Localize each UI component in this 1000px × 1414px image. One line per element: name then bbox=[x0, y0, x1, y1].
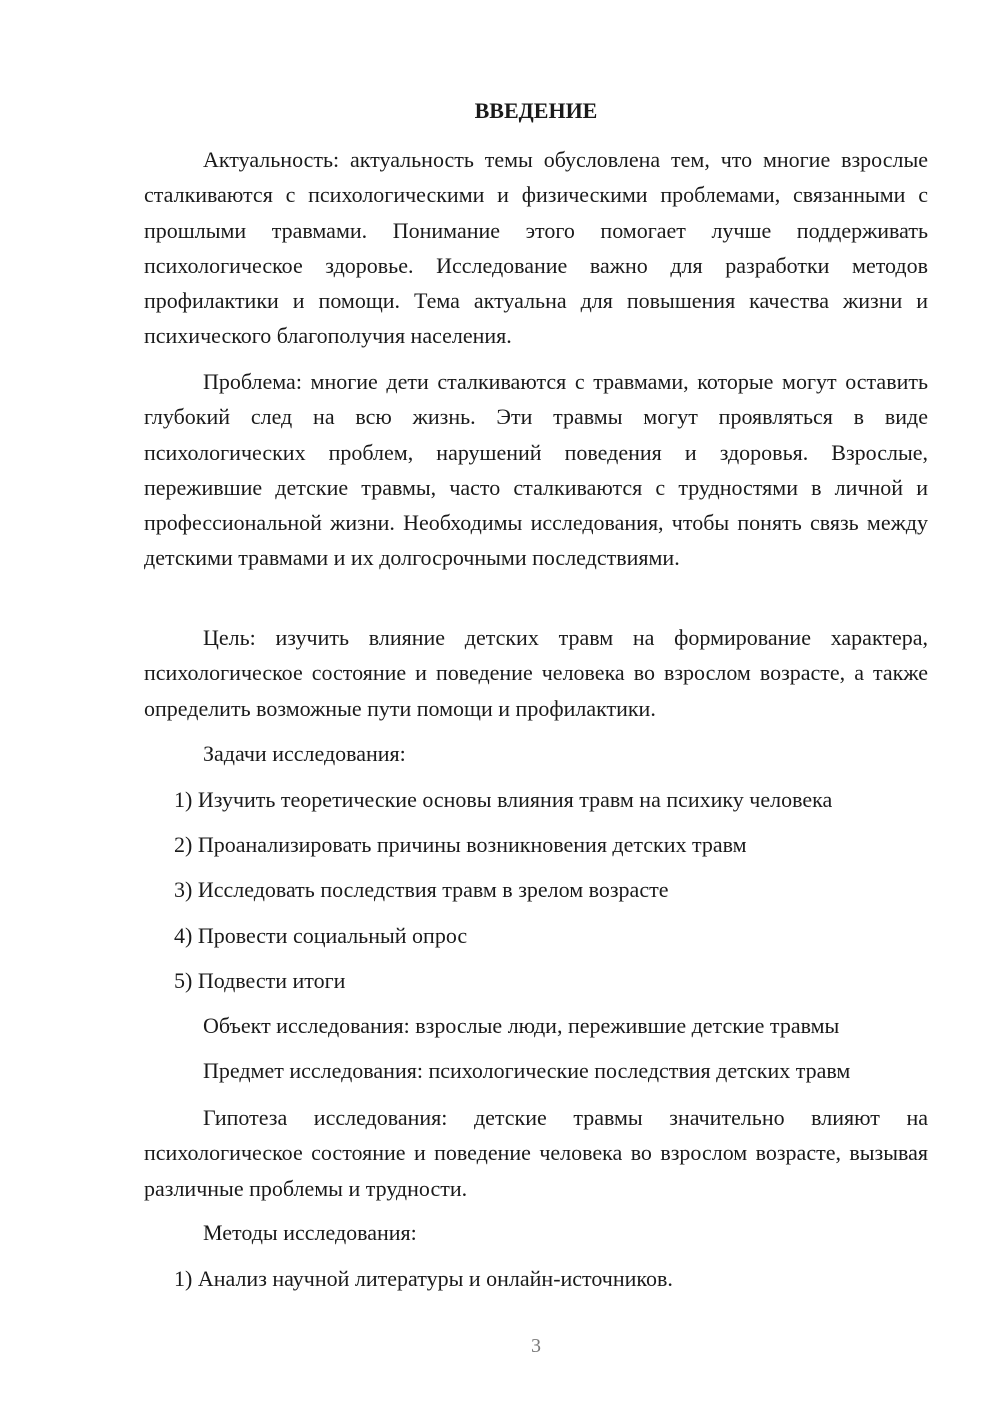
relevance-paragraph: Актуальность: актуальность темы обусловлена тем, что многие взрослые сталкиваются с психологическими и физическими проблемами, связанными с прошлыми травмами. Понимание этого помогает лучше поддерживать психологическое здоровье. Исследование важно для разработки методов профилактики и помощи. Тема актуальна для повышения качества жизни и психического благополучия населения. bbox=[144, 147, 928, 349]
goal-paragraph: Цель: изучить влияние детских травм на формирование характера, психологическое состояние и поведение человека во взрослом возрасте, а также определить возможные пути помощи и профилактики. bbox=[144, 625, 928, 721]
hypothesis-paragraph: Гипотеза исследования: детские травмы значительно влияют на психологическое состояние и поведение человека во взрослом возрасте, вызывая различные проблемы и трудности. bbox=[144, 1105, 928, 1201]
tasks-heading: Задачи исследования: bbox=[203, 741, 406, 766]
task-item: 1) Изучить теоретические основы влияния травм на психику человека bbox=[174, 787, 833, 812]
research-object: Объект исследования: взрослые люди, пережившие детские травмы bbox=[203, 1013, 840, 1038]
page-title: ВВЕДЕНИЕ bbox=[474, 98, 598, 123]
problem-paragraph: Проблема: многие дети сталкиваются с травмами, которые могут оставить глубокий след на всю жизнь. Эти травмы могут проявляться в виде психологических проблем, нарушений поведения и здоровья. Взрослые, пережившие детские травмы, часто сталкиваются с трудностями в личной и профессиональной жизни. Необходимы исследования, чтобы понять связь между детскими травмами и их долгосрочными последствиями. bbox=[144, 369, 928, 571]
page-number: 3 bbox=[531, 1335, 541, 1357]
method-item: 1) Анализ научной литературы и онлайн-источников. bbox=[174, 1266, 673, 1291]
methods-heading: Методы исследования: bbox=[203, 1220, 417, 1245]
research-subject: Предмет исследования: психологические последствия детских травм bbox=[203, 1058, 851, 1083]
task-item: 2) Проанализировать причины возникновения детских травм bbox=[174, 832, 747, 857]
task-item: 3) Исследовать последствия травм в зрелом возрасте bbox=[174, 877, 669, 902]
task-item: 5) Подвести итоги bbox=[174, 968, 346, 993]
task-item: 4) Провести социальный опрос bbox=[174, 923, 468, 948]
